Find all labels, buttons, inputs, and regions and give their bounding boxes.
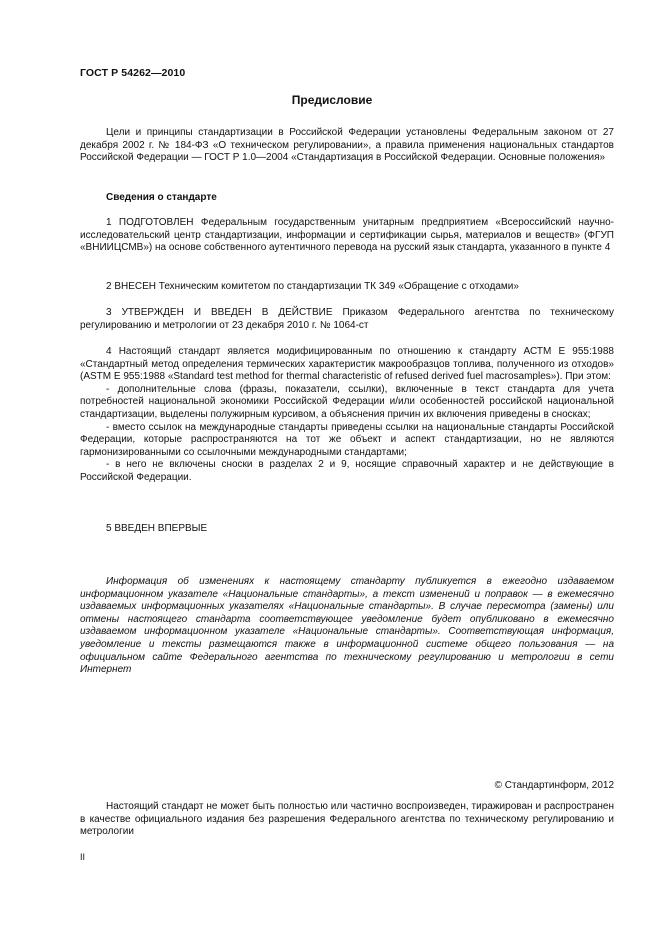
item-4-block xyxy=(80,346,614,485)
notice-paragraph: Информация об изменениях к настоящему стандарту публикуется в ежегодно издаваемом информационном указателе «Национальные стандарты», а текст изменений и поправок — в ежемесячно издаваемых информационных указателях «Национальные стандарты». В случае пересмотра (замены) или отмены настоящего стандарта соответствующее уведомление будет опубликовано в ежемесячно издаваемом информационном указателе «Национальные стандарты». Соответствующая информация, уведомление и тексты размещаются также в информационной системе общего пользования — на официальном сайте Федерального агентства по техническому регулированию и метрологии в сети Интернет xyxy=(80,576,614,676)
intro-paragraph: Цели и принципы стандартизации в Российской Федерации установлены Федеральным законом от 27 декабря 2002 г. № 184-ФЗ «О техническом регулировании», а правила применения национальных стандартов Российской Федерации — ГОСТ Р 1.0—2004 «Стандартизация в Российской Федерации. Основные положения» xyxy=(80,127,614,164)
page-title: Предисловие xyxy=(291,93,373,107)
item-5: 5 ВВЕДЕН ВПЕРВЫЕ xyxy=(106,523,208,534)
copyright: © Стандартинформ, 2012 xyxy=(494,780,614,791)
item-2-block xyxy=(80,281,614,294)
item-3: 3 УТВЕРЖДЕН И ВВЕДЕН В ДЕЙСТВИЕ Приказом Федерального агентства по техническому регулированию и метрологии от 23 декабря 2010 г. № 1064-ст xyxy=(80,307,614,331)
item-3-block xyxy=(80,307,614,332)
item-1: 1 ПОДГОТОВЛЕН Федеральным государственным унитарным предприятием «Всероссийский научно-исследовательский центр стандартизации, информации и сертификации сырья, материалов и веществ» (ФГУП «ВНИИЦСМВ») на основе собственного аутентичного перевода на русский язык стандарта, указанного в пункте 4 xyxy=(80,217,614,254)
legal-block xyxy=(80,801,614,839)
item-5-block xyxy=(80,523,614,536)
notice-block xyxy=(80,576,614,677)
item-1-block xyxy=(80,217,614,255)
item-2: 2 ВНЕСЕН Техническим комитетом по стандартизации ТК 349 «Обращение с отходами» xyxy=(106,281,519,292)
item-4-bullet-a: - дополнительные слова (фразы, показатели, ссылки), включенные в текст стандарта для учета потребностей национальной экономики Российской Федерации и/или особенностей российской национальной стандартизации, выделены полужирным курсивом, а объяснения причин их включения приведены в сносках; xyxy=(80,383,614,420)
item-4: 4 Настоящий стандарт является модифицированным по отношению к стандарту АСТМ Е 955:1988 «Стандартный метод определения термических характеристик макрообразцов топлива, полученного из отходов» (ASTM E 955:1988 «Standard test method for thermal characteristic of refused derived fuel macrosamples»). При этом: xyxy=(80,346,614,383)
section-heading-block xyxy=(80,192,614,205)
intro-block xyxy=(80,127,614,165)
page-number: II xyxy=(80,852,86,862)
standard-code: ГОСТ Р 54262—2010 xyxy=(80,67,186,79)
item-4-bullet-b: - вместо ссылок на международные стандарты приведены ссылки на национальные стандарты Российской Федерации, которые распространяются на тот же объект и аспект стандартизации, но не являются гармонизированными со ссылочными международными стандартами; xyxy=(80,421,614,458)
legal-paragraph: Настоящий стандарт не может быть полностью или частично воспроизведен, тиражирован и распространен в качестве официального издания без разрешения Федерального агентства по техническому регулированию и метрологии xyxy=(80,801,614,838)
item-4-bullet-c: - в него не включены сноски в разделах 2 и 9, носящие справочный характер и не действующие в Российской Федерации. xyxy=(80,459,614,483)
section-heading: Сведения о стандарте xyxy=(106,192,217,203)
